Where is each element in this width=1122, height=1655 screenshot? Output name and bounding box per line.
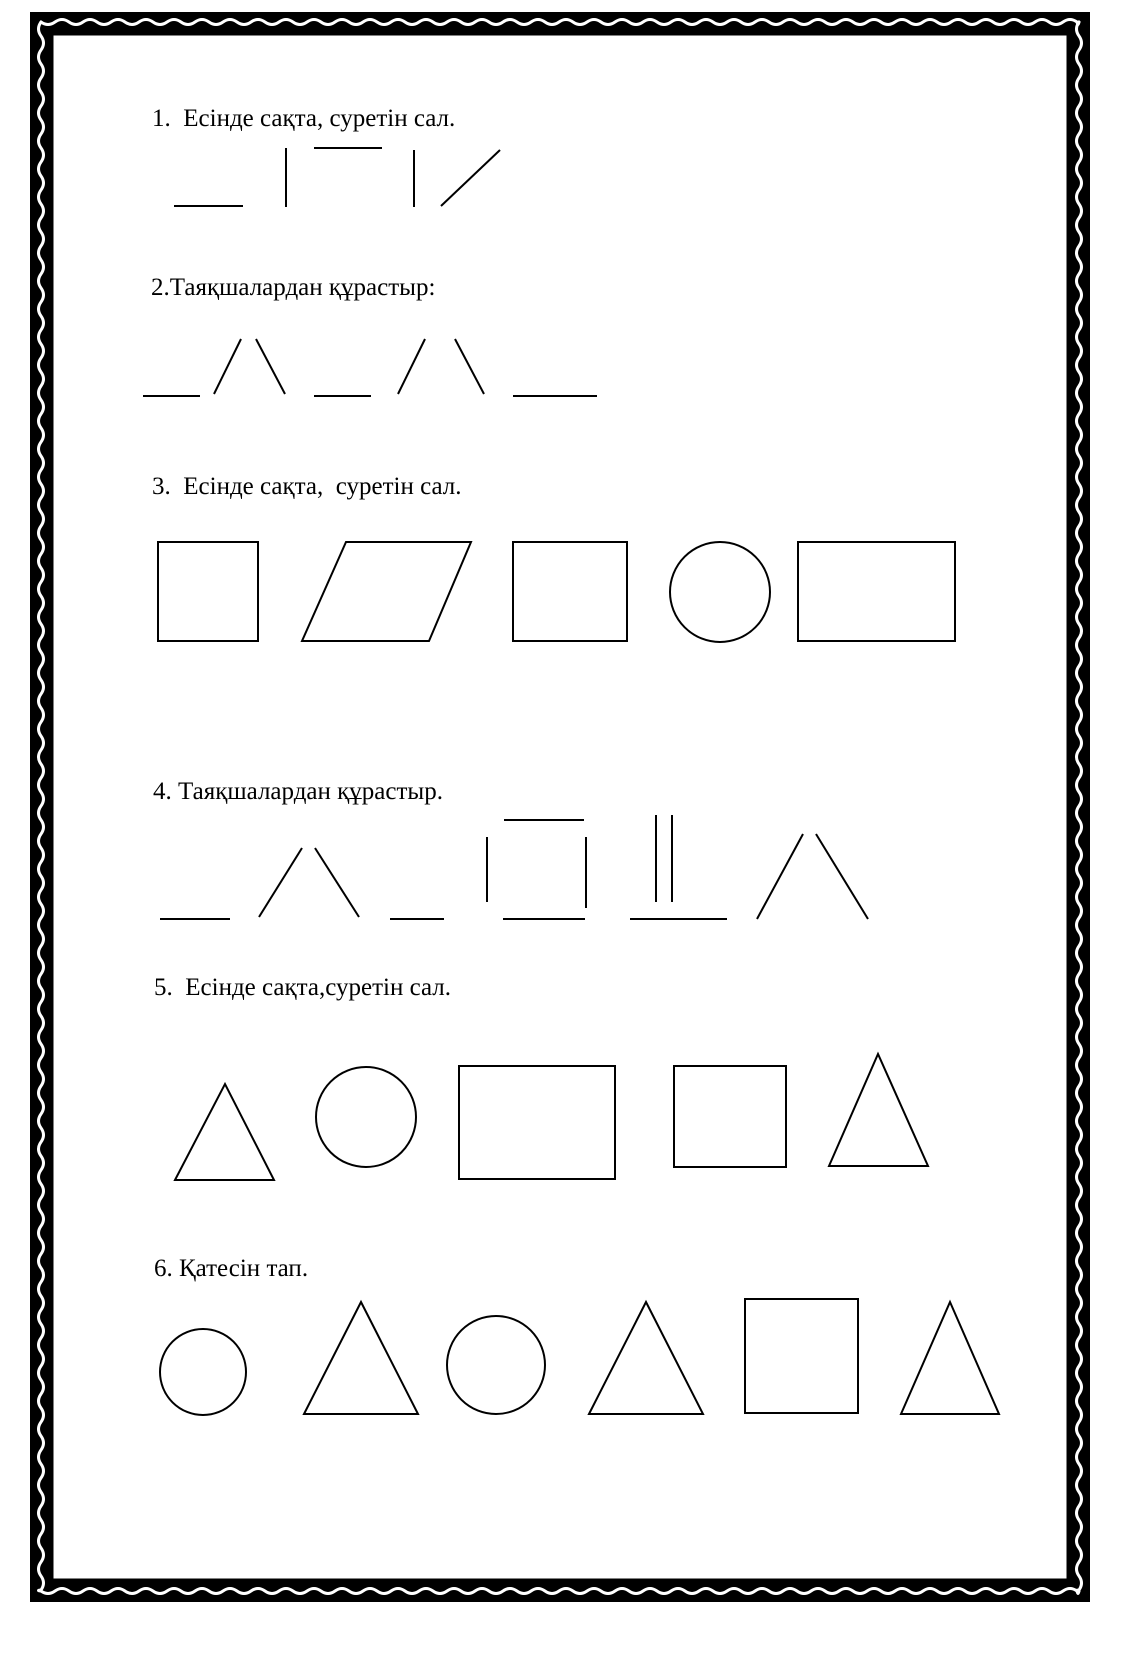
task3-title: 3. Есінде сақта, суретін сал. <box>152 473 462 500</box>
task4-title: 4. Таяқшалардан құрастыр. <box>153 778 443 805</box>
task2-title: 2.Таяқшалардан құрастыр: <box>151 274 436 301</box>
task6-title: 6. Қатесін тап. <box>154 1255 309 1282</box>
task1-title: 1. Есінде сақта, суретін сал. <box>152 105 456 132</box>
decorative-border <box>30 12 1090 1602</box>
task5-title: 5. Есінде сақта,суретін сал. <box>154 974 452 1001</box>
